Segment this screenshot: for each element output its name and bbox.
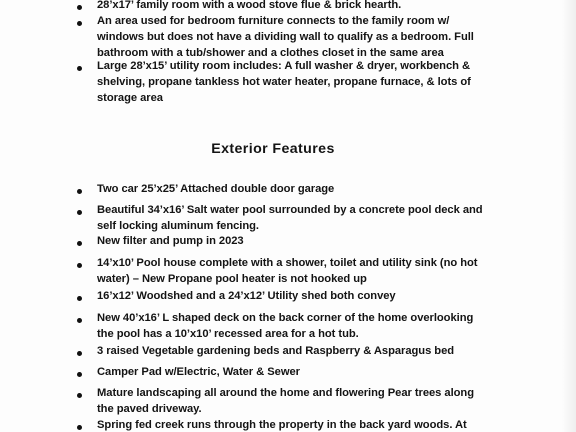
bullet-icon (77, 296, 82, 301)
feature-text-line: shelving, propane tankless hot water heater, propane furnace, & lots of (97, 76, 471, 88)
bullet-icon (77, 66, 82, 71)
feature-text-line: 28’x17’ family room with a wood stove flue & brick hearth. (97, 0, 402, 11)
feature-text-line: Two car 25’x25’ Attached double door garage (97, 183, 335, 195)
bullet-icon (77, 21, 82, 26)
bullet-icon (77, 393, 82, 398)
feature-text-line: New 40’x16’ L shaped deck on the back corner of the home overlooking (97, 312, 474, 324)
bullet-icon (77, 263, 82, 268)
feature-text-line: bathroom with a tub/shower and a clothes closet in the same area (97, 47, 444, 59)
feature-text-line: storage area (97, 92, 163, 104)
feature-text-line: the pool has a 10’x10’ recessed area for a hot tub. (97, 328, 359, 340)
bullet-icon (77, 241, 82, 246)
feature-text-line: 3 raised Vegetable gardening beds and Raspberry & Asparagus bed (97, 345, 455, 357)
feature-text-line: 14’x10’ Pool house complete with a shower, toilet and utility sink (no hot (97, 257, 478, 269)
bullet-icon (77, 189, 82, 194)
bullet-icon (77, 318, 82, 323)
feature-text-line: An area used for bedroom furniture connects to the family room w/ (97, 15, 450, 27)
scan-edge-shadow (562, 0, 576, 432)
feature-text-line: windows but does not have a dividing wall to qualify as a bedroom. Full (97, 31, 474, 43)
feature-text-line: Spring fed creek runs through the property in the back yard woods. At (97, 419, 467, 431)
bullet-icon (77, 425, 82, 430)
feature-text-line: Camper Pad w/Electric, Water & Sewer (97, 366, 300, 378)
bullet-icon (77, 351, 82, 356)
feature-text-line: New filter and pump in 2023 (97, 235, 244, 247)
section-title: Exterior Features (211, 141, 335, 157)
feature-text-line: the paved driveway. (97, 403, 202, 415)
feature-text-line: water) – New Propane pool heater is not hooked up (97, 273, 367, 285)
feature-text-line: Large 28’x15’ utility room includes: A full washer & dryer, workbench & (97, 60, 470, 72)
feature-text-line: self locking aluminum fencing. (97, 220, 259, 232)
bullet-icon (77, 5, 82, 10)
feature-text-line: Mature landscaping all around the home and flowering Pear trees along (97, 387, 474, 399)
bullet-icon (77, 210, 82, 215)
feature-text-line: Beautiful 34’x16’ Salt water pool surrounded by a concrete pool deck and (97, 204, 483, 216)
bullet-icon (77, 372, 82, 377)
feature-text-line: 16’x12’ Woodshed and a 24’x12’ Utility shed both convey (97, 290, 396, 302)
